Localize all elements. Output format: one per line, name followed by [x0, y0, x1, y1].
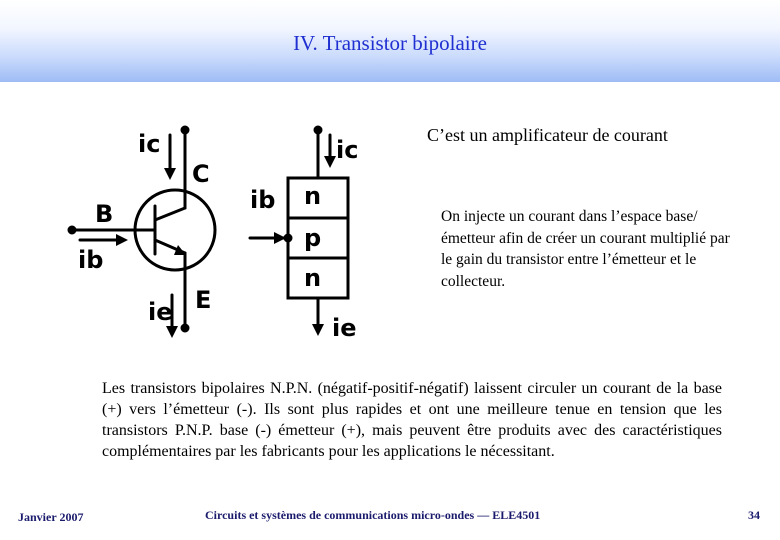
label-ib-right: ib	[250, 186, 276, 214]
transistor-diagram	[60, 110, 380, 350]
page-title: IV. Transistor bipolaire	[293, 31, 487, 55]
footer-course: Circuits et systèmes de communications micro-ondes — ELE4501	[205, 508, 541, 522]
label-ie: ie	[148, 298, 173, 326]
label-ic: ic	[138, 130, 161, 158]
footer-page-number: 34	[748, 508, 760, 522]
label-p: p	[304, 224, 322, 252]
label-ie-right: ie	[332, 314, 357, 342]
intro-text: C’est un amplificateur de courant	[427, 125, 668, 145]
label-c: C	[192, 160, 210, 188]
footer-date: Janvier 2007	[18, 510, 84, 524]
label-n-bottom: n	[304, 264, 322, 292]
label-e: E	[195, 286, 212, 314]
body-paragraph: Les transistors bipolaires N.P.N. (négatif-positif-négatif) laissent circuler un courant de la base (+) vers l’émetteur (-). Ils sont plus rapides et ont une meilleure tenue en tension que les transistors P.N.P. base (-) émetteur (+), mais peuvent être produits avec des caractéristiques complémentaires par les fabricants pour les applications le nécessitant.	[102, 380, 722, 460]
explanation-text: On injecte un courant dans l’espace base/émetteur afin de créer un courant multiplié par le gain du transistor entre l’émetteur et le collecteur.	[441, 208, 730, 290]
label-ic-right: ic	[336, 136, 359, 164]
label-b: B	[95, 200, 114, 228]
label-ib: ib	[78, 246, 104, 274]
label-n-top: n	[304, 182, 322, 210]
